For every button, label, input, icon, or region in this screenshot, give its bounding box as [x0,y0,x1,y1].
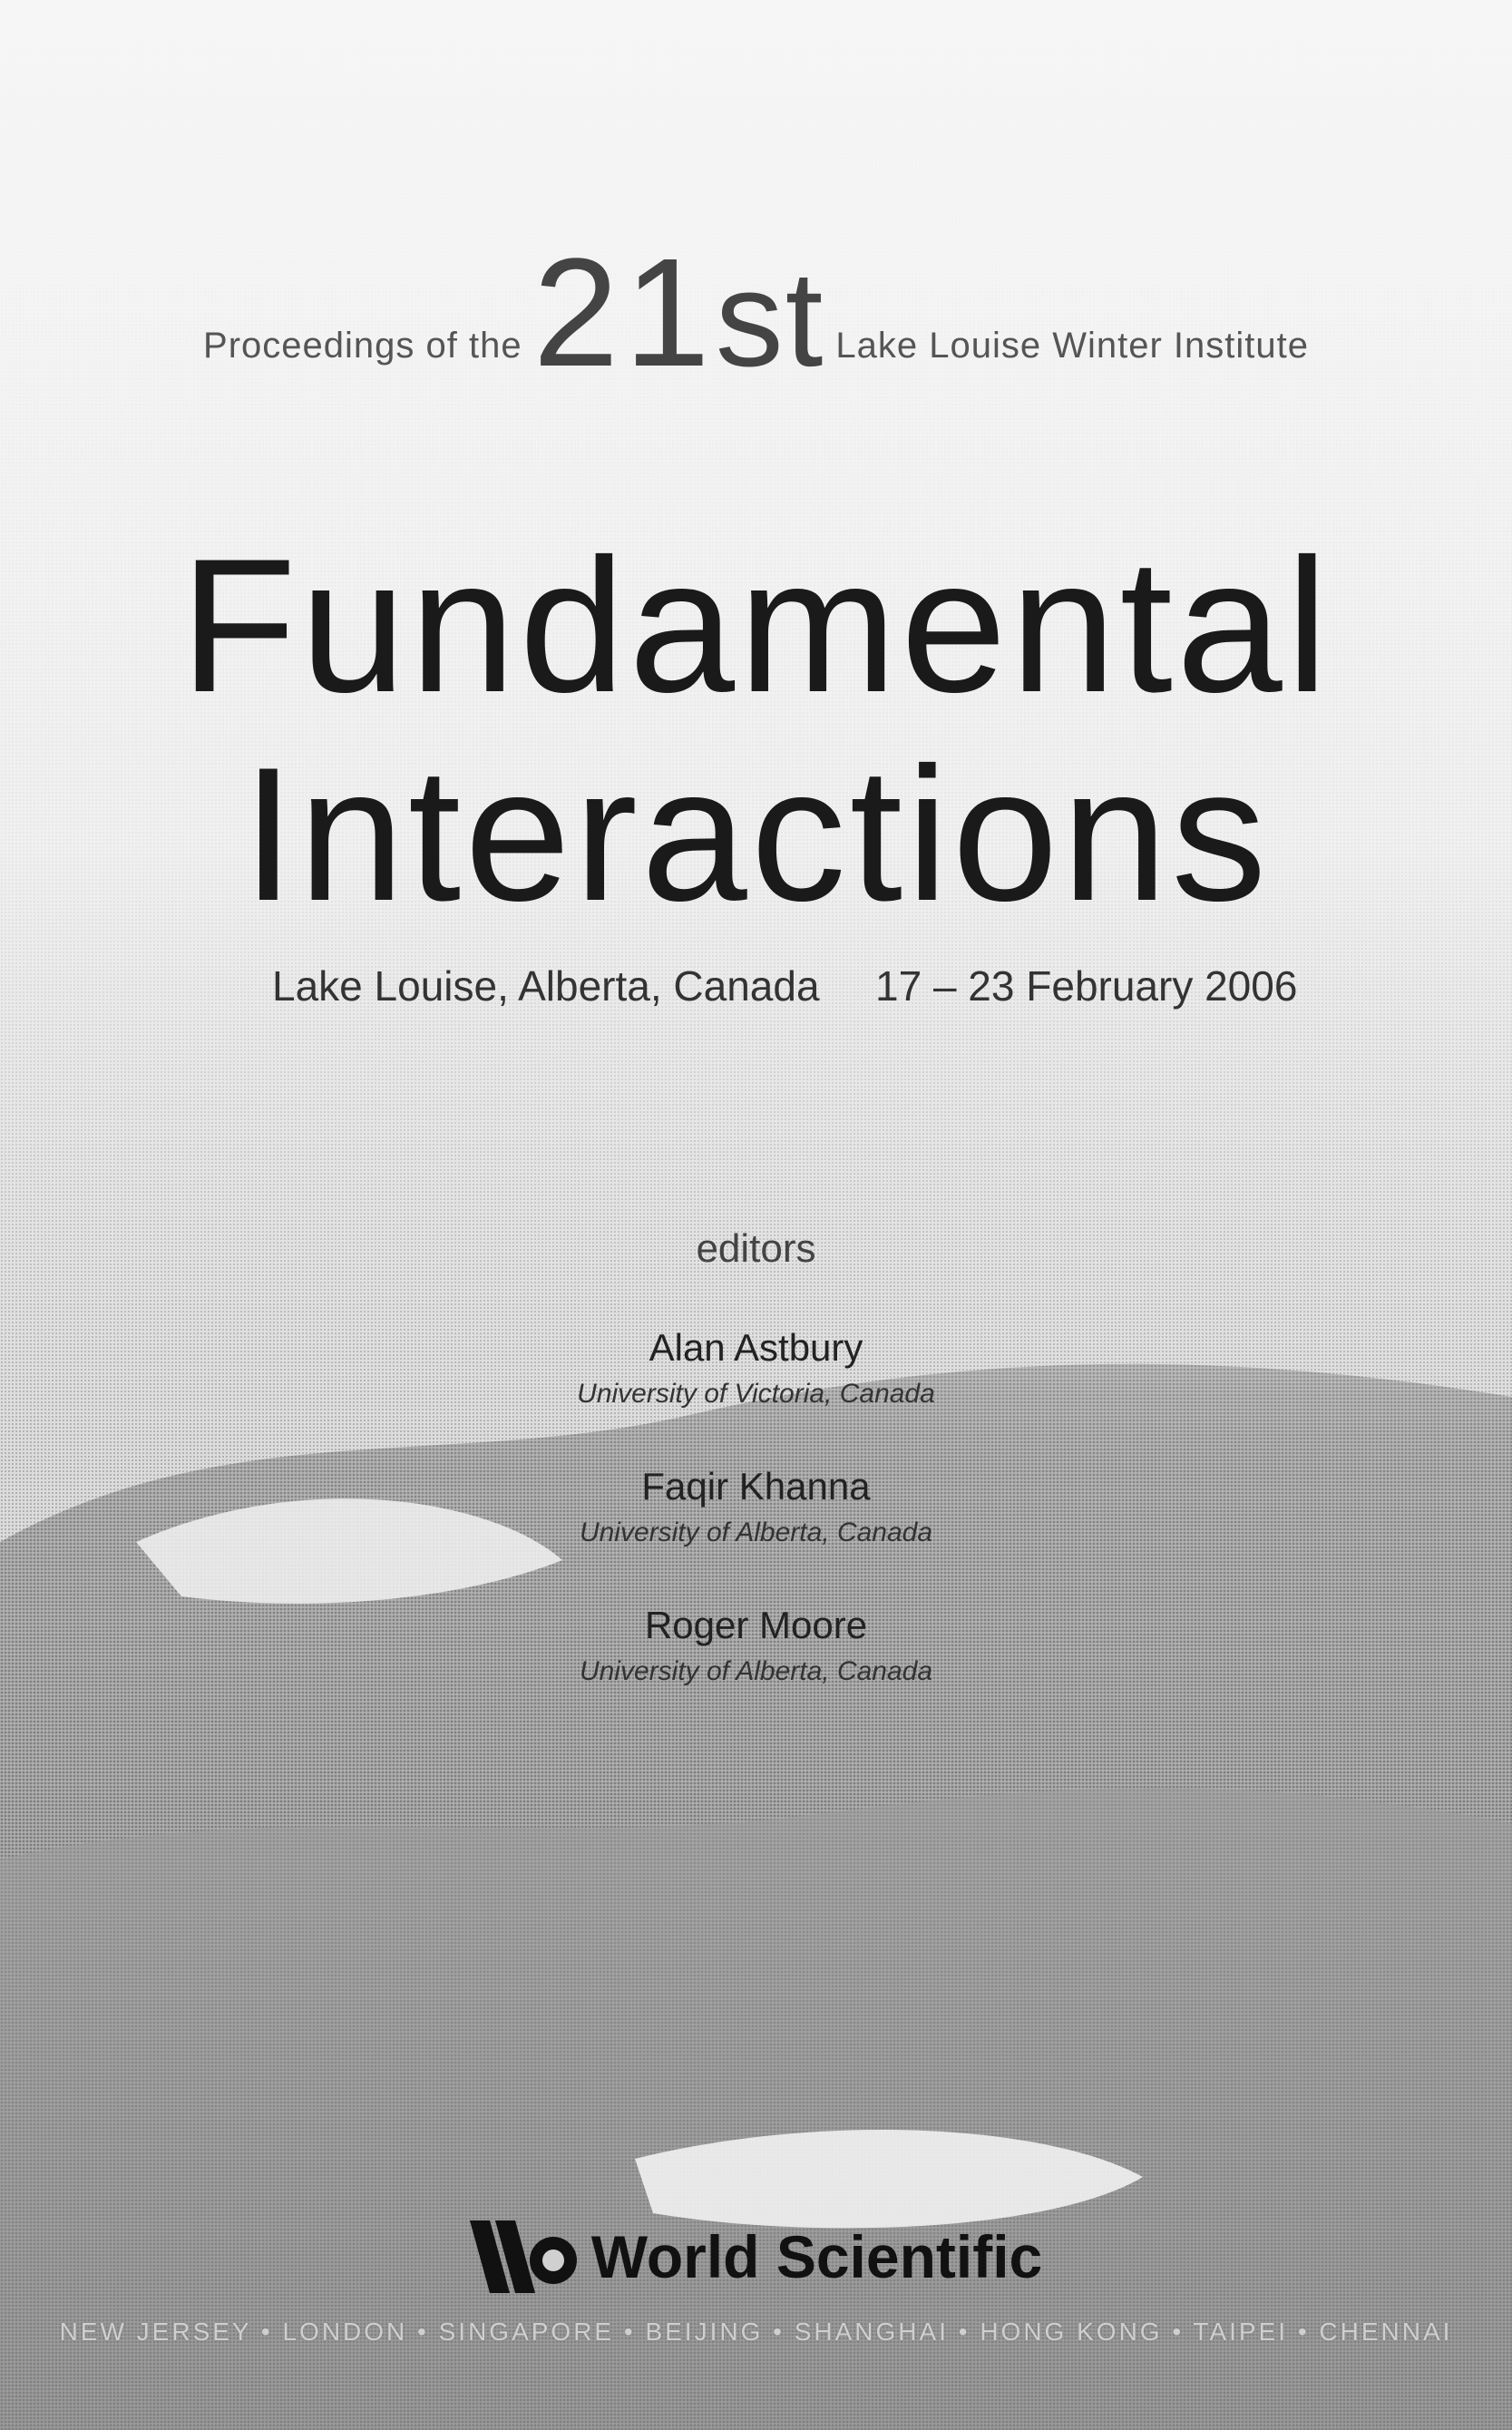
editor-name: Roger Moore [644,1604,868,1646]
editor-affiliation: University of Alberta, Canada [579,1518,933,1547]
proceedings-line [0,227,1512,399]
editor-name: Faqir Khanna [641,1465,871,1508]
editor-name: Alan Astbury [649,1326,863,1369]
conference-dates: 17 – 23 February 2006 [875,962,1298,1010]
proceedings-prefix: Proceedings of the [203,326,522,366]
publisher-block [0,2213,1512,2300]
edition-ordinal: st [715,242,825,395]
editor-affiliation: University of Alberta, Canada [579,1656,933,1686]
edition-number: 21st [532,227,825,399]
editor-affiliation: University of Victoria, Canada [577,1379,935,1409]
world-scientific-logo-icon [470,2213,579,2300]
publisher-name: World Scientific [590,2223,1043,2290]
publisher-cities: NEW JERSEY • LONDON • SINGAPORE • BEIJING • SHANGHAI • HONG KONG • TAIPEI • CHENNAI [59,2318,1453,2346]
conference-location: Lake Louise, Alberta, Canada [272,962,820,1010]
book-title-line-2: Interactions [241,727,1271,941]
book-title-line-1: Fundamental [180,519,1332,732]
editors-label: editors [696,1226,816,1271]
institute-name: Lake Louise Winter Institute [835,326,1309,366]
